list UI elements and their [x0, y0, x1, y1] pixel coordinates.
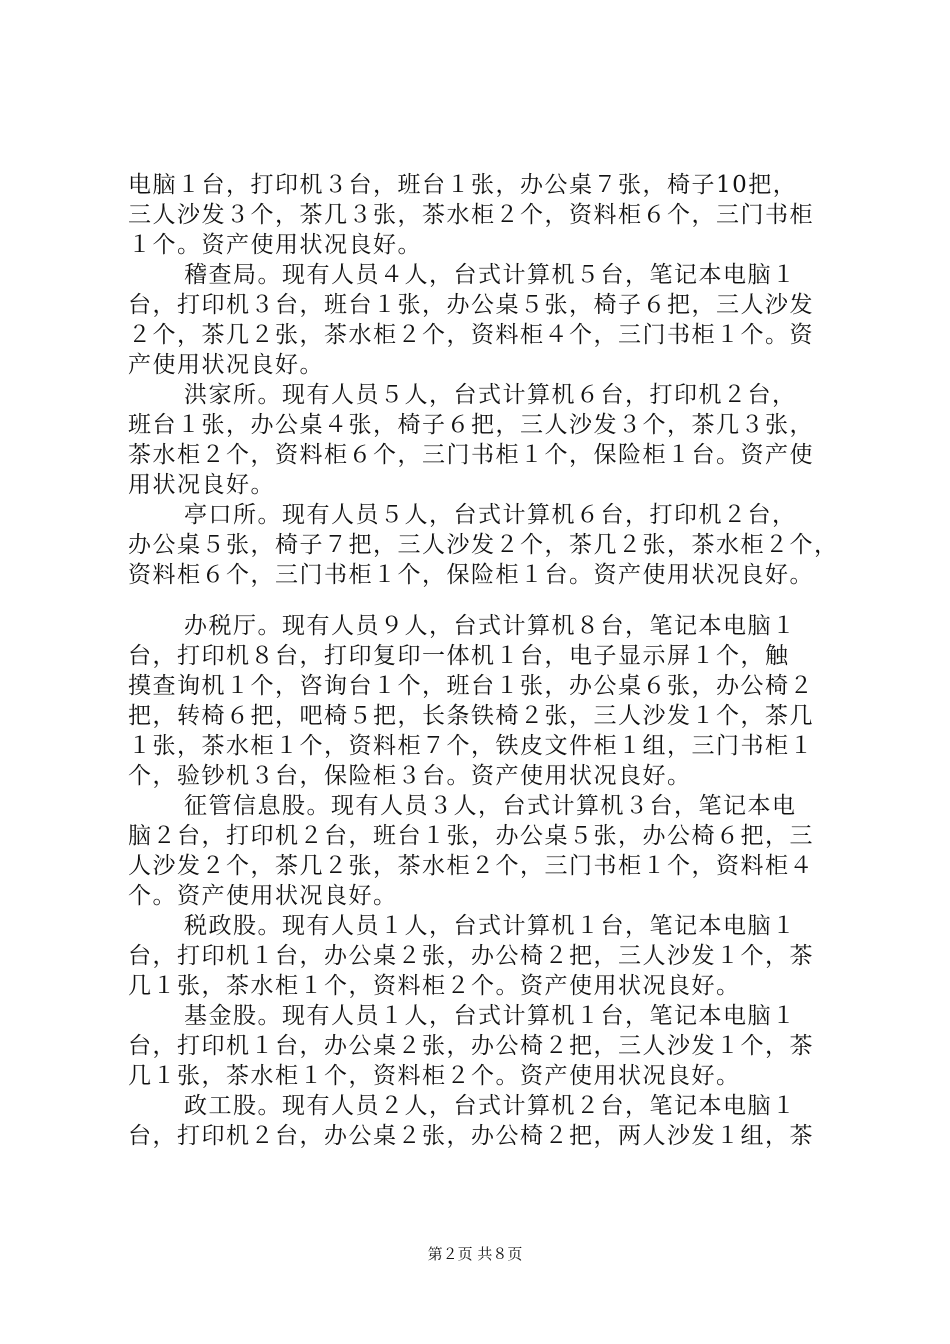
text-line: 电脑１台，打印机３台，班台１张，办公桌７张，椅子10把， — [128, 172, 798, 198]
page-number-label: 第２页 共８页 — [427, 1245, 523, 1263]
text-line: 个，验钞机３台，保险柜３台。资产使用状况良好。 — [128, 763, 692, 789]
text-line: 几１张，茶水柜１个，资料柜２个。资产使用状况良好。 — [128, 973, 741, 999]
text-line: 产使用状况良好。 — [128, 352, 324, 378]
text-line: 亭口所。现有人员５人，台式计算机６台，打印机２台， — [184, 502, 797, 528]
text-line: 资料柜６个，三门书柜１个，保险柜１台。资产使用状况良好。 — [128, 562, 814, 588]
text-line: 办公桌５张，椅子７把，三人沙发２个，茶几２张，茶水柜２个， — [128, 532, 839, 558]
text-line: 三人沙发３个，茶几３张，茶水柜２个，资料柜６个，三门书柜 — [128, 202, 814, 228]
text-line: 摸查询机１个，咨询台１个，班台１张，办公桌６张，办公椅２ — [128, 673, 814, 699]
text-line: 台，打印机８台，打印复印一体机１台，电子显示屏１个，触 — [128, 643, 790, 669]
text-line: 洪家所。现有人员５人，台式计算机６台，打印机２台， — [184, 382, 797, 408]
paragraph-gap — [128, 590, 856, 611]
text-line: 脑２台，打印机２台，班台１张，办公桌５张，办公椅６把，三 — [128, 823, 814, 849]
text-line: 基金股。现有人员１人，台式计算机１台，笔记本电脑１ — [184, 1003, 797, 1029]
text-line: 税政股。现有人员１人，台式计算机１台，笔记本电脑１ — [184, 913, 797, 939]
text-line: 台，打印机２台，办公桌２张，办公椅２把，两人沙发１组，茶 — [128, 1123, 814, 1149]
text-line: １张，茶水柜１个，资料柜７个，铁皮文件柜１组，三门书柜１ — [128, 733, 814, 759]
text-line: 茶水柜２个，资料柜６个，三门书柜１个，保险柜１台。资产使 — [128, 442, 814, 468]
text-line: 把，转椅６把，吧椅５把，长条铁椅２张，三人沙发１个，茶几 — [128, 703, 814, 729]
text-line: １个。资产使用状况良好。 — [128, 232, 422, 258]
text-line: 用状况良好。 — [128, 472, 275, 498]
text-line: 征管信息股。现有人员３人，台式计算机３台，笔记本电 — [184, 793, 797, 819]
page-footer — [0, 1244, 950, 1264]
text-line: 个。资产使用状况良好。 — [128, 883, 398, 909]
text-line: 几１张，茶水柜１个，资料柜２个。资产使用状况良好。 — [128, 1063, 741, 1089]
text-line: 办税厅。现有人员９人，台式计算机８台，笔记本电脑１ — [184, 613, 797, 639]
text-line: 台，打印机１台，办公桌２张，办公椅２把，三人沙发１个，茶 — [128, 1033, 814, 1059]
document-body — [128, 170, 856, 1151]
text-line: 稽查局。现有人员４人，台式计算机５台，笔记本电脑１ — [184, 262, 797, 288]
text-line: 台，打印机１台，办公桌２张，办公椅２把，三人沙发１个，茶 — [128, 943, 814, 969]
text-line: 政工股。现有人员２人，台式计算机２台，笔记本电脑１ — [184, 1093, 797, 1119]
text-line: 班台１张，办公桌４张，椅子６把，三人沙发３个，茶几３张， — [128, 412, 814, 438]
text-line: 人沙发２个，茶几２张，茶水柜２个，三门书柜１个，资料柜４ — [128, 853, 814, 879]
text-line: ２个，茶几２张，茶水柜２个，资料柜４个，三门书柜１个。资 — [128, 322, 814, 348]
text-line: 台，打印机３台，班台１张，办公桌５张，椅子６把，三人沙发 — [128, 292, 814, 318]
